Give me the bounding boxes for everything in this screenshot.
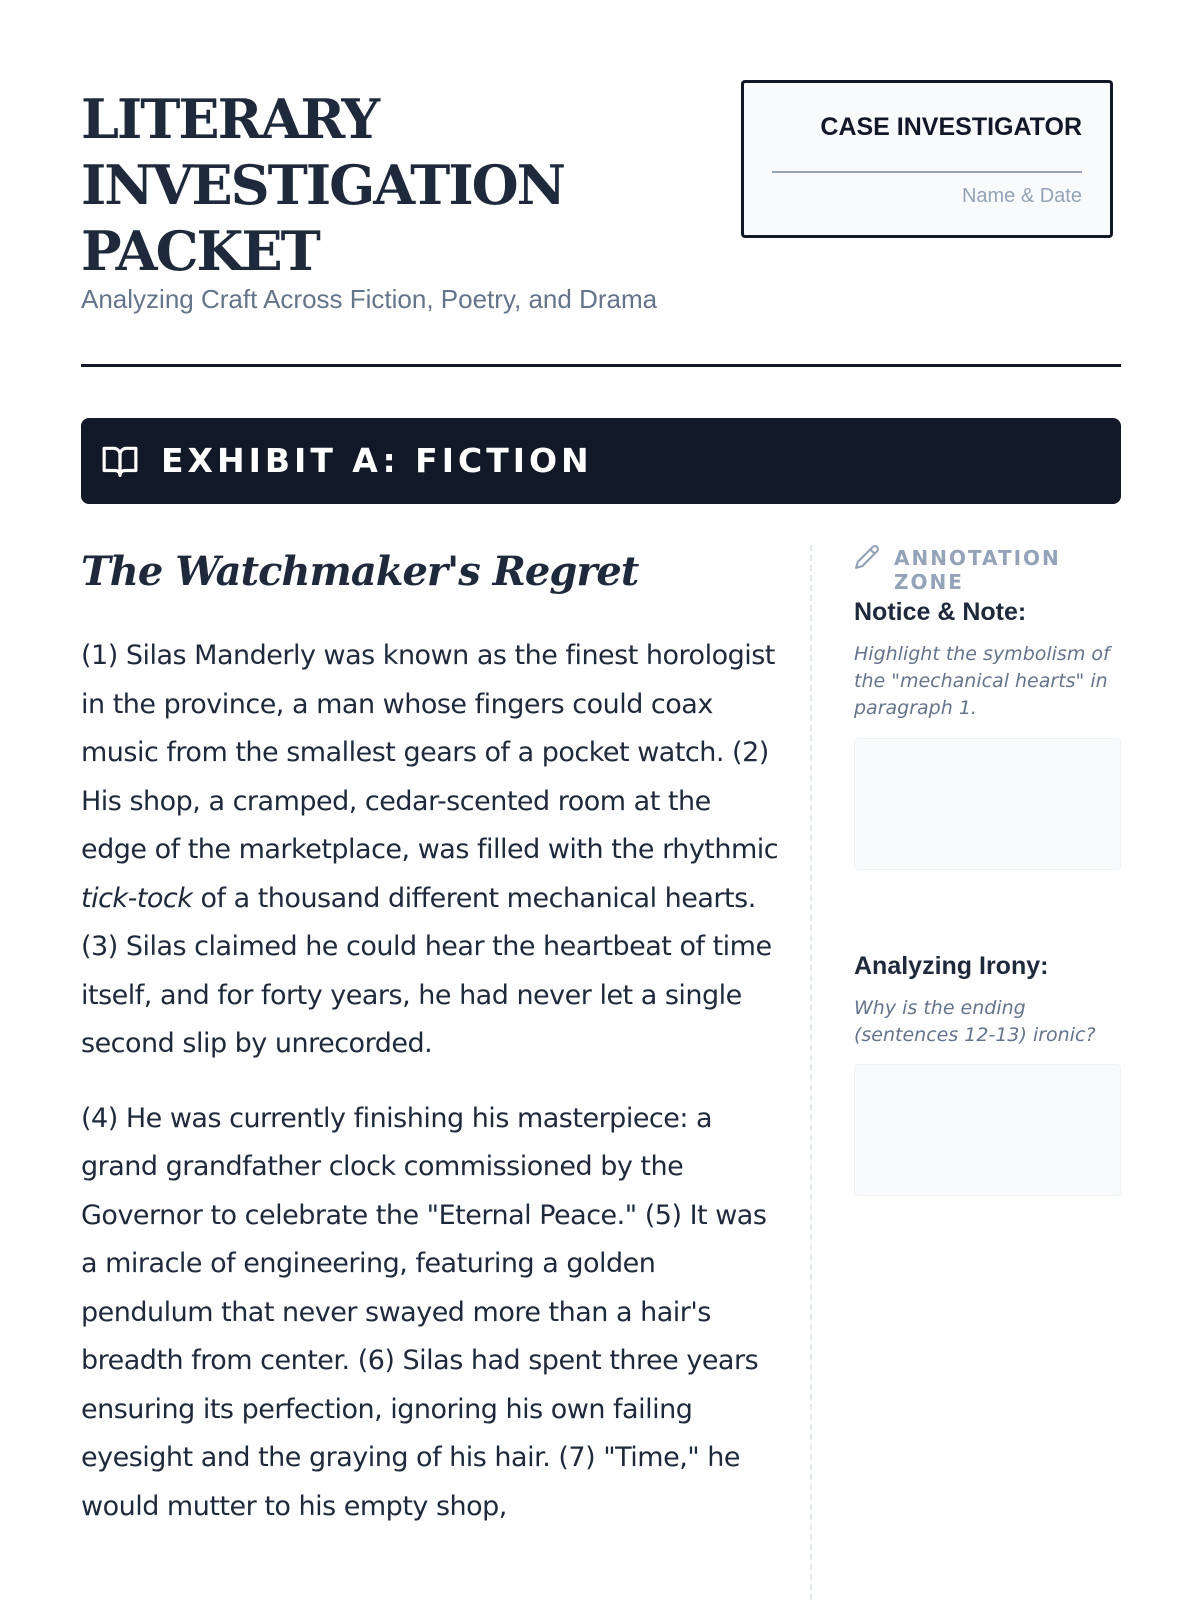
case-investigator-box[interactable] xyxy=(741,80,1113,238)
worksheet-page xyxy=(81,0,1121,1600)
exhibit-title: EXHIBIT A: FICTION xyxy=(161,441,593,480)
annotation-zone xyxy=(854,540,1121,1046)
pencil-icon xyxy=(854,544,880,570)
document-subtitle: Analyzing Craft Across Fiction, Poetry, and Drama xyxy=(81,284,658,314)
paragraph-1-italic: tick-tock xyxy=(81,882,193,914)
irony-answer-box[interactable] xyxy=(854,1064,1121,1196)
paragraph-1-text-a: (1) Silas Manderly was known as the finest horologist in the province, a man whose fingers could coax music from the smallest gears of a pocket watch. (2) His shop, a cramped, cedar-scented room at the edge of the marketplace, was filled with the rhythmic xyxy=(81,640,779,865)
document-title: LITERARY INVESTIGATION PACKET xyxy=(81,87,565,283)
case-investigator-label: CASE INVESTIGATOR xyxy=(820,113,1082,141)
prompt-title: Analyzing Irony: xyxy=(854,952,1049,980)
column-divider xyxy=(810,545,812,1600)
story-paragraph-1 xyxy=(81,632,781,1069)
document-header xyxy=(81,0,1121,367)
notice-note-answer-box[interactable] xyxy=(854,738,1121,870)
prompt-text: Highlight the symbolism of the "mechanical hearts" in paragraph 1. xyxy=(854,643,1110,719)
story-paragraph-2: (4) He was currently finishing his masterpiece: a grand grandfather clock commissioned by the Governor to celebrate the "Eternal Peace." (5) It was a miracle of engineering, featuring a golden pendulum that never swayed more than a hair's breadth from center. (6) Silas had spent three years ensuring its perfection, ignoring his own failing eyesight and the graying of his hair. (7) "Time," he would mutter to his empty shop, xyxy=(81,1102,767,1522)
story-passage xyxy=(81,540,781,1531)
name-date-line xyxy=(772,171,1082,173)
annotation-header xyxy=(854,540,1121,594)
paragraph-1-text-b: of a thousand different mechanical hearts. (3) Silas claimed he could hear the heartbeat of time itself, and for forty years, he had never let a single second slip by unrecorded. xyxy=(81,882,772,1059)
name-date-hint: Name & Date xyxy=(961,185,1082,207)
prompt-text: Why is the ending (sentences 12-13) ironic? xyxy=(854,997,1096,1046)
book-icon xyxy=(101,442,139,480)
prompt-analyzing-irony xyxy=(854,952,1121,1049)
exhibit-a-banner xyxy=(81,418,1121,504)
story-title: The Watchmaker's Regret xyxy=(81,548,639,595)
prompt-title: Notice & Note: xyxy=(854,598,1027,626)
annotation-zone-label: ANNOTATION ZONE xyxy=(894,546,1061,594)
prompt-notice-note xyxy=(854,598,1121,722)
